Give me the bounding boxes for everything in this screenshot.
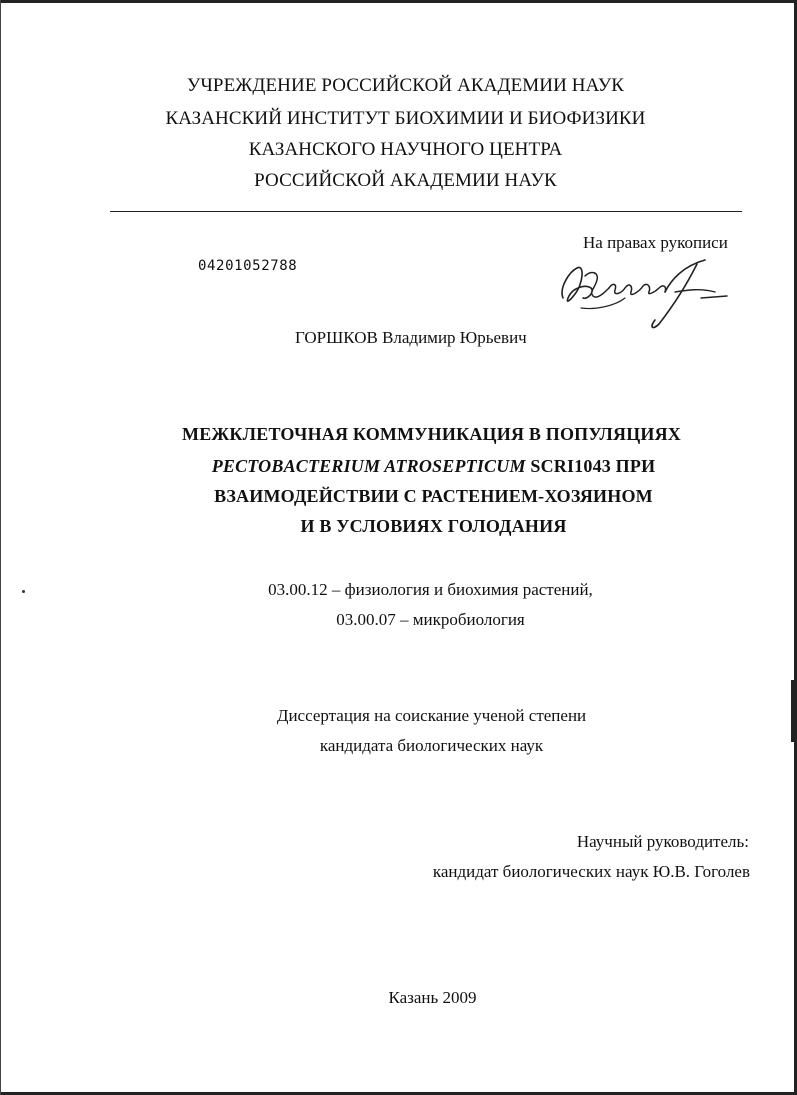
scan-edge-top: [0, 0, 797, 3]
dissertation-line-1: Диссертация на соискание ученой степени: [276, 706, 587, 725]
specialty-1: 03.00.12 – физиология и биохимия растений,: [268, 580, 593, 599]
title-line-4: И В УСЛОВИЯХ ГОЛОДАНИЯ: [300, 516, 567, 536]
scan-speck: [22, 590, 25, 593]
author-name: ГОРШКОВ Владимир Юрьевич: [295, 328, 527, 347]
city-year: Казань 2009: [388, 988, 477, 1007]
signature-icon: [555, 258, 730, 333]
institution-line-3: КАЗАНСКОГО НАУЧНОГО ЦЕНТРА: [248, 139, 563, 160]
title-species: PECTOBACTERIUM ATROSEPTICUM: [211, 456, 526, 476]
title-line-1: МЕЖКЛЕТОЧНАЯ КОММУНИКАЦИЯ В ПОПУЛЯЦИЯХ: [182, 424, 681, 444]
document-number: 04201052788: [198, 258, 298, 274]
institution-line-1: УЧРЕЖДЕНИЕ РОССИЙСКОЙ АКАДЕМИИ НАУК: [186, 75, 625, 96]
institution-line-2: КАЗАНСКИЙ ИНСТИТУТ БИОХИМИИ И БИОФИЗИКИ: [165, 108, 646, 129]
title-line-3: ВЗАИМОДЕЙСТВИИ С РАСТЕНИЕМ-ХОЗЯИНОМ: [214, 486, 653, 506]
rights-note: На правах рукописи: [583, 233, 728, 252]
advisor-label: Научный руководитель:: [576, 832, 749, 851]
specialty-2: 03.00.07 – микробиология: [336, 610, 525, 629]
title-line-2: [35, 456, 797, 477]
dissertation-line-2: кандидата биологических наук: [319, 736, 544, 755]
institution-line-4: РОССИЙСКОЙ АКАДЕМИИ НАУК: [254, 170, 557, 191]
advisor-name: кандидат биологических наук Ю.В. Гоголев: [432, 862, 750, 881]
scan-edge-left: [0, 0, 1, 1095]
header-divider: [110, 211, 742, 212]
title-strain: SCRI1043 ПРИ: [525, 456, 656, 476]
